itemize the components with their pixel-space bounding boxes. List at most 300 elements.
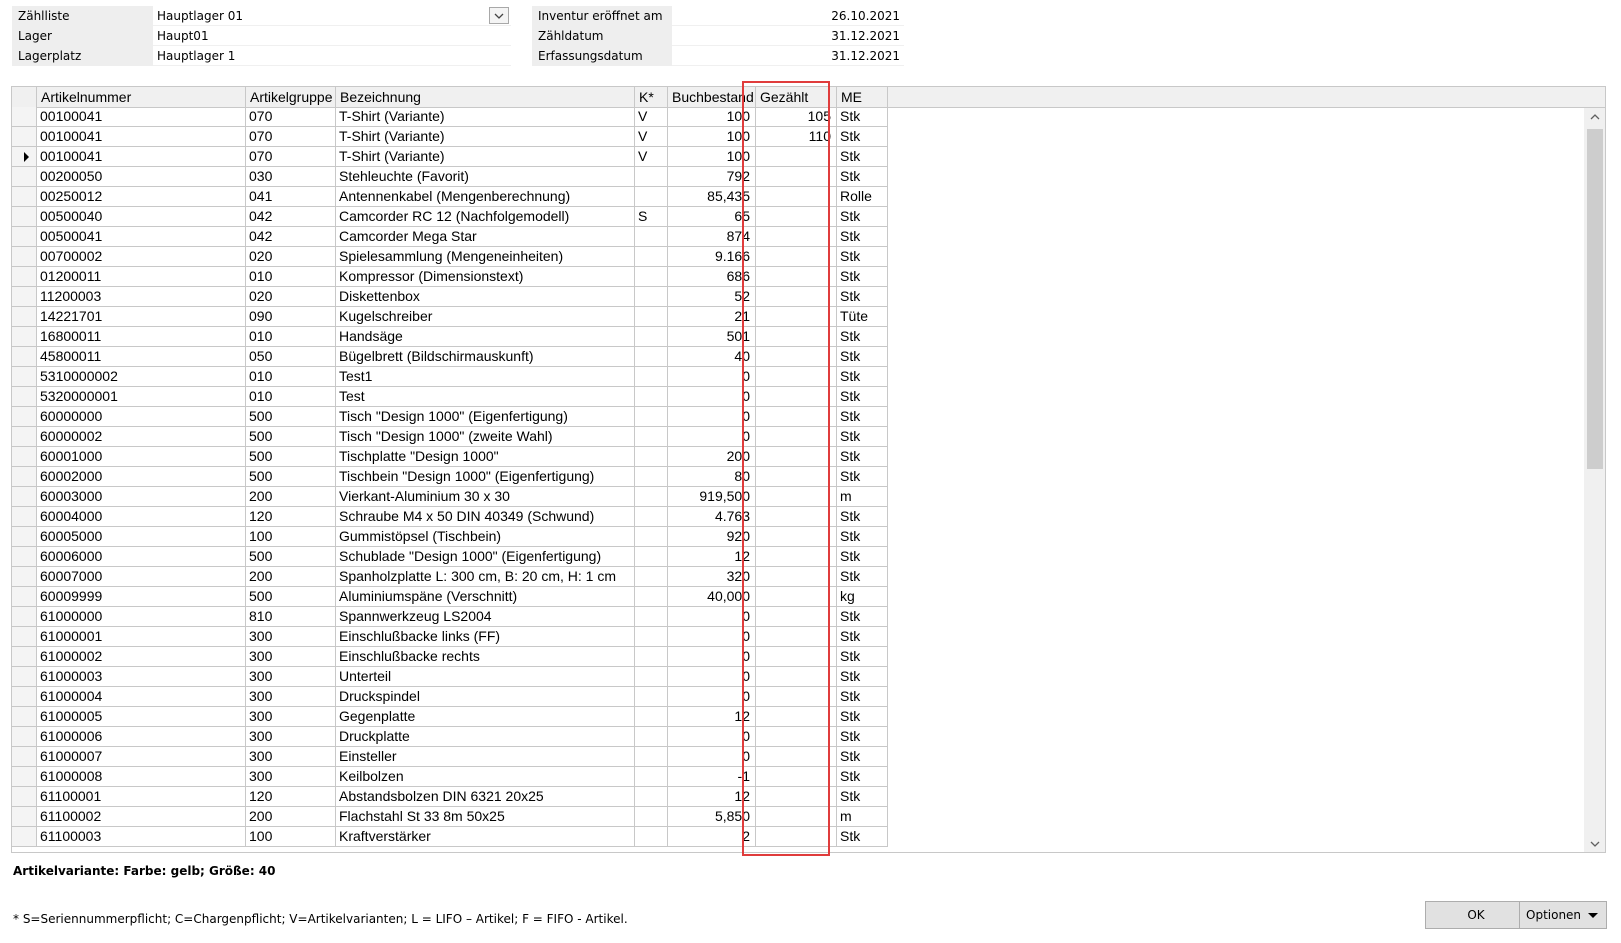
cell-buchbestand: 686 <box>668 267 756 287</box>
cell-artikelgruppe: 300 <box>246 747 336 767</box>
cell-gezaehlt[interactable]: 110 <box>756 127 837 147</box>
zaehldatum-row <box>532 26 904 46</box>
zaehlliste-row <box>12 6 511 26</box>
table-row[interactable] <box>12 227 888 247</box>
cell-bezeichnung: Tisch "Design 1000" (Eigenfertigung) <box>336 407 635 427</box>
row-selector[interactable] <box>12 727 37 747</box>
table-row[interactable] <box>12 627 888 647</box>
cell-me: Stk <box>837 707 888 727</box>
row-selector[interactable] <box>12 147 37 167</box>
cell-gezaehlt[interactable] <box>756 507 837 527</box>
table-row[interactable] <box>12 407 888 427</box>
inventur-eroeffnet-label: Inventur eröffnet am <box>532 6 672 26</box>
cell-artikelgruppe: 300 <box>246 667 336 687</box>
cell-k-flag <box>635 607 668 627</box>
table-row[interactable] <box>12 787 888 807</box>
cell-artikelnummer: 61000002 <box>37 647 246 667</box>
cell-artikelgruppe: 090 <box>246 307 336 327</box>
cell-artikelgruppe: 500 <box>246 427 336 447</box>
lagerplatz-value: Hauptlager 1 <box>153 46 511 66</box>
cell-buchbestand: -1 <box>668 767 756 787</box>
cell-artikelnummer: 00250012 <box>37 187 246 207</box>
cell-gezaehlt[interactable] <box>756 167 837 187</box>
cell-artikelnummer: 60002000 <box>37 467 246 487</box>
row-selector[interactable] <box>12 287 37 307</box>
cell-bezeichnung: Antennenkabel (Mengenberechnung) <box>336 187 635 207</box>
cell-artikelgruppe: 120 <box>246 787 336 807</box>
cell-k-flag <box>635 567 668 587</box>
row-selector[interactable] <box>12 547 37 567</box>
cell-artikelnummer: 61000003 <box>37 667 246 687</box>
cell-bezeichnung: Gummistöpsel (Tischbein) <box>336 527 635 547</box>
cell-artikelnummer: 60009999 <box>37 587 246 607</box>
cell-me: Stk <box>837 667 888 687</box>
cell-gezaehlt[interactable] <box>756 527 837 547</box>
cell-bezeichnung: Kraftverstärker <box>336 827 635 847</box>
cell-me: Rolle <box>837 187 888 207</box>
row-selector[interactable] <box>12 307 37 327</box>
column-header-bezeichnung[interactable]: Bezeichnung <box>336 87 635 107</box>
cell-buchbestand: 320 <box>668 567 756 587</box>
row-selector[interactable] <box>12 167 37 187</box>
cell-bezeichnung: Flachstahl St 33 8m 50x25 <box>336 807 635 827</box>
row-selector[interactable] <box>12 707 37 727</box>
options-button[interactable] <box>1519 901 1607 929</box>
cell-bezeichnung: Aluminiumspäne (Verschnitt) <box>336 587 635 607</box>
cell-k-flag <box>635 627 668 647</box>
cell-artikelnummer: 60003000 <box>37 487 246 507</box>
cell-artikelgruppe: 200 <box>246 487 336 507</box>
cell-buchbestand: 0 <box>668 667 756 687</box>
cell-artikelnummer: 45800011 <box>37 347 246 367</box>
cell-artikelnummer: 5320000001 <box>37 387 246 407</box>
cell-me: Stk <box>837 267 888 287</box>
cell-k-flag <box>635 747 668 767</box>
cell-k-flag <box>635 347 668 367</box>
zaehlliste-select[interactable] <box>153 6 511 26</box>
cell-artikelnummer: 60006000 <box>37 547 246 567</box>
cell-gezaehlt[interactable] <box>756 547 837 567</box>
row-selector[interactable] <box>12 227 37 247</box>
inventur-eroeffnet-value: 26.10.2021 <box>672 6 904 26</box>
table-row[interactable] <box>12 747 888 767</box>
cell-buchbestand: 0 <box>668 687 756 707</box>
cell-k-flag <box>635 547 668 567</box>
cell-buchbestand: 100 <box>668 147 756 167</box>
row-selector[interactable] <box>12 567 37 587</box>
row-selector[interactable] <box>12 607 37 627</box>
cell-gezaehlt[interactable] <box>756 307 837 327</box>
cell-bezeichnung: Einschlußbacke rechts <box>336 647 635 667</box>
cell-k-flag <box>635 427 668 447</box>
table-row[interactable] <box>12 427 888 447</box>
table-row[interactable] <box>12 467 888 487</box>
table-row[interactable] <box>12 287 888 307</box>
cell-buchbestand: 792 <box>668 167 756 187</box>
cell-gezaehlt[interactable] <box>756 387 837 407</box>
cell-me: Stk <box>837 227 888 247</box>
table-row[interactable] <box>12 707 888 727</box>
row-selector[interactable] <box>12 447 37 467</box>
cell-k-flag <box>635 767 668 787</box>
cell-bezeichnung: Diskettenbox <box>336 287 635 307</box>
cell-gezaehlt[interactable] <box>756 787 837 807</box>
table-row[interactable] <box>12 307 888 327</box>
ok-button[interactable] <box>1425 901 1527 929</box>
cell-gezaehlt[interactable] <box>756 587 837 607</box>
cell-me: Stk <box>837 427 888 447</box>
cell-me: kg <box>837 587 888 607</box>
cell-me: Stk <box>837 567 888 587</box>
cell-buchbestand: 0 <box>668 747 756 767</box>
cell-artikelgruppe: 020 <box>246 247 336 267</box>
cell-k-flag <box>635 407 668 427</box>
zaehlliste-label: Zählliste <box>12 6 153 26</box>
cell-artikelnummer: 61100003 <box>37 827 246 847</box>
cell-artikelnummer: 5310000002 <box>37 367 246 387</box>
cell-me: Stk <box>837 127 888 147</box>
cell-artikelgruppe: 500 <box>246 547 336 567</box>
table-row[interactable] <box>12 327 888 347</box>
cell-artikelgruppe: 020 <box>246 287 336 307</box>
cell-buchbestand: 40 <box>668 347 756 367</box>
table-row[interactable] <box>12 687 888 707</box>
table-row[interactable] <box>12 647 888 667</box>
table-row[interactable] <box>12 207 888 227</box>
zaehldatum-field[interactable]: 31.12.2021 <box>672 26 904 46</box>
cell-gezaehlt[interactable] <box>756 567 837 587</box>
cell-bezeichnung: Spanholzplatte L: 300 cm, B: 20 cm, H: 1 cm <box>336 567 635 587</box>
cell-buchbestand: 9.166 <box>668 247 756 267</box>
cell-artikelgruppe: 500 <box>246 467 336 487</box>
row-selector[interactable] <box>12 827 37 847</box>
cell-buchbestand: 0 <box>668 407 756 427</box>
row-selector[interactable] <box>12 427 37 447</box>
table-row[interactable] <box>12 507 888 527</box>
options-button-label: Optionen <box>1526 908 1582 922</box>
cell-k-flag <box>635 527 668 547</box>
cell-artikelnummer: 61100002 <box>37 807 246 827</box>
cell-me: Stk <box>837 607 888 627</box>
cell-k-flag <box>635 667 668 687</box>
cell-artikelgruppe: 010 <box>246 267 336 287</box>
cell-artikelnummer: 61000001 <box>37 627 246 647</box>
cell-gezaehlt[interactable] <box>756 287 837 307</box>
cell-me: Stk <box>837 507 888 527</box>
cell-artikelnummer: 61000004 <box>37 687 246 707</box>
cell-artikelgruppe: 030 <box>246 167 336 187</box>
cell-me: Stk <box>837 447 888 467</box>
cell-artikelnummer: 00100041 <box>37 147 246 167</box>
table-row[interactable] <box>12 567 888 587</box>
cell-artikelnummer: 11200003 <box>37 287 246 307</box>
cell-gezaehlt[interactable] <box>756 187 837 207</box>
cell-gezaehlt[interactable] <box>756 687 837 707</box>
cell-artikelgruppe: 100 <box>246 827 336 847</box>
cell-buchbestand: 80 <box>668 467 756 487</box>
table-row[interactable] <box>12 527 888 547</box>
cell-k-flag <box>635 187 668 207</box>
cell-me: Stk <box>837 647 888 667</box>
cell-artikelgruppe: 500 <box>246 447 336 467</box>
row-selector[interactable] <box>12 347 37 367</box>
cell-me: Stk <box>837 167 888 187</box>
cell-k-flag <box>635 247 668 267</box>
cell-bezeichnung: Druckplatte <box>336 727 635 747</box>
cell-bezeichnung: Gegenplatte <box>336 707 635 727</box>
scroll-down-icon[interactable] <box>1584 835 1605 853</box>
cell-gezaehlt[interactable] <box>756 727 837 747</box>
cell-me: m <box>837 487 888 507</box>
cell-k-flag <box>635 387 668 407</box>
cell-me: Stk <box>837 827 888 847</box>
cell-me: Stk <box>837 547 888 567</box>
cell-artikelgruppe: 200 <box>246 567 336 587</box>
row-selector[interactable] <box>12 407 37 427</box>
table-row[interactable] <box>12 607 888 627</box>
cell-gezaehlt[interactable] <box>756 367 837 387</box>
table-row[interactable] <box>12 247 888 267</box>
cell-artikelnummer: 60004000 <box>37 507 246 527</box>
row-pointer-icon <box>24 152 29 162</box>
cell-buchbestand: 0 <box>668 727 756 747</box>
row-selector[interactable] <box>12 627 37 647</box>
cell-me: Stk <box>837 107 888 127</box>
cell-gezaehlt[interactable] <box>756 347 837 367</box>
cell-gezaehlt[interactable] <box>756 267 837 287</box>
cell-gezaehlt[interactable] <box>756 747 837 767</box>
header-corner <box>12 87 37 107</box>
row-selector[interactable] <box>12 767 37 787</box>
cell-me: Stk <box>837 687 888 707</box>
erfassungsdatum-label: Erfassungsdatum <box>532 46 672 66</box>
row-selector[interactable] <box>12 527 37 547</box>
cell-k-flag <box>635 827 668 847</box>
cell-artikelgruppe: 300 <box>246 727 336 747</box>
cell-bezeichnung: Bügelbrett (Bildschirmauskunft) <box>336 347 635 367</box>
row-selector[interactable] <box>12 247 37 267</box>
row-selector[interactable] <box>12 207 37 227</box>
table-row[interactable] <box>12 807 888 827</box>
cell-gezaehlt[interactable]: 105 <box>756 107 837 127</box>
inventory-grid[interactable] <box>11 86 1606 853</box>
table-row[interactable] <box>12 827 888 847</box>
cell-bezeichnung: Spielesammlung (Mengeneinheiten) <box>336 247 635 267</box>
cell-me: Stk <box>837 247 888 267</box>
cell-bezeichnung: T-Shirt (Variante) <box>336 127 635 147</box>
cell-gezaehlt[interactable] <box>756 667 837 687</box>
cell-buchbestand: 4.763 <box>668 507 756 527</box>
table-row[interactable] <box>12 267 888 287</box>
lager-row <box>12 26 511 46</box>
table-row[interactable] <box>12 107 888 127</box>
table-row[interactable] <box>12 187 888 207</box>
column-header-gezaehlt[interactable]: Gezählt <box>756 87 837 107</box>
cell-buchbestand: 0 <box>668 647 756 667</box>
cell-bezeichnung: Kugelschreiber <box>336 307 635 327</box>
cell-gezaehlt[interactable] <box>756 467 837 487</box>
cell-artikelnummer: 61000005 <box>37 707 246 727</box>
cell-gezaehlt[interactable] <box>756 607 837 627</box>
cell-gezaehlt[interactable] <box>756 227 837 247</box>
cell-gezaehlt[interactable] <box>756 767 837 787</box>
table-row[interactable] <box>12 347 888 367</box>
erfassungsdatum-field[interactable]: 31.12.2021 <box>672 46 904 66</box>
cell-gezaehlt[interactable] <box>756 827 837 847</box>
cell-k-flag <box>635 727 668 747</box>
cell-buchbestand: 0 <box>668 607 756 627</box>
zaehlliste-value: Hauptlager 01 <box>157 9 244 23</box>
cell-buchbestand: 0 <box>668 367 756 387</box>
cell-bezeichnung: Camcorder Mega Star <box>336 227 635 247</box>
cell-k-flag <box>635 287 668 307</box>
column-header-artikelgruppe[interactable]: Artikelgruppe <box>246 87 336 107</box>
caret-down-icon[interactable] <box>1588 913 1598 918</box>
cell-artikelnummer: 61000000 <box>37 607 246 627</box>
cell-artikelnummer: 61000007 <box>37 747 246 767</box>
cell-gezaehlt[interactable] <box>756 627 837 647</box>
cell-artikelnummer: 60000002 <box>37 427 246 447</box>
cell-bezeichnung: Handsäge <box>336 327 635 347</box>
cell-buchbestand: 100 <box>668 127 756 147</box>
cell-gezaehlt[interactable] <box>756 327 837 347</box>
vertical-scrollbar[interactable] <box>1584 108 1605 853</box>
cell-gezaehlt[interactable] <box>756 147 837 167</box>
row-selector[interactable] <box>12 467 37 487</box>
row-selector[interactable] <box>12 327 37 347</box>
legend-footnote: * S=Seriennummerpflicht; C=Chargenpflicht; V=Artikelvarianten; L = LIFO – Artikel; F = FIFO - Artikel. <box>13 912 628 926</box>
lager-value: Haupt01 <box>153 26 511 46</box>
table-row[interactable] <box>12 167 888 187</box>
grid-header <box>12 87 1605 108</box>
table-row[interactable] <box>12 667 888 687</box>
cell-artikelgruppe: 070 <box>246 127 336 147</box>
table-row[interactable] <box>12 587 888 607</box>
cell-buchbestand: 12 <box>668 787 756 807</box>
cell-bezeichnung: Camcorder RC 12 (Nachfolgemodell) <box>336 207 635 227</box>
cell-artikelnummer: 00100041 <box>37 127 246 147</box>
cell-artikelnummer: 61000006 <box>37 727 246 747</box>
table-row[interactable] <box>12 127 888 147</box>
cell-artikelnummer: 01200011 <box>37 267 246 287</box>
cell-buchbestand: 2 <box>668 827 756 847</box>
cell-buchbestand: 0 <box>668 387 756 407</box>
row-selector[interactable] <box>12 487 37 507</box>
cell-k-flag <box>635 687 668 707</box>
zaehldatum-label: Zähldatum <box>532 26 672 46</box>
header-left-panel <box>12 6 511 66</box>
cell-buchbestand: 874 <box>668 227 756 247</box>
cell-artikelnummer: 60001000 <box>37 447 246 467</box>
cell-artikelnummer: 00200050 <box>37 167 246 187</box>
row-selector[interactable] <box>12 507 37 527</box>
cell-gezaehlt[interactable] <box>756 807 837 827</box>
cell-artikelgruppe: 200 <box>246 807 336 827</box>
cell-buchbestand: 919,500 <box>668 487 756 507</box>
row-selector[interactable] <box>12 747 37 767</box>
table-row[interactable] <box>12 487 888 507</box>
cell-gezaehlt[interactable] <box>756 207 837 227</box>
table-row[interactable] <box>12 547 888 567</box>
cell-me: Stk <box>837 787 888 807</box>
cell-artikelgruppe: 500 <box>246 587 336 607</box>
table-row[interactable] <box>12 767 888 787</box>
cell-buchbestand: 100 <box>668 107 756 127</box>
cell-buchbestand: 12 <box>668 707 756 727</box>
row-selector[interactable] <box>12 107 37 127</box>
column-header-me[interactable]: ME <box>837 87 888 107</box>
row-selector[interactable] <box>12 187 37 207</box>
table-row[interactable] <box>12 367 888 387</box>
row-selector[interactable] <box>12 267 37 287</box>
cell-bezeichnung: Vierkant-Aluminium 30 x 30 <box>336 487 635 507</box>
cell-bezeichnung: Einsteller <box>336 747 635 767</box>
zaehlliste-dropdown-button[interactable] <box>489 7 509 24</box>
cell-bezeichnung: Spannwerkzeug LS2004 <box>336 607 635 627</box>
cell-artikelgruppe: 300 <box>246 767 336 787</box>
column-header-k-flag[interactable]: K* <box>635 87 668 107</box>
column-header-buchbestand[interactable]: Buchbestand <box>668 87 756 107</box>
cell-k-flag <box>635 587 668 607</box>
row-selector[interactable] <box>12 647 37 667</box>
table-row[interactable] <box>12 147 888 167</box>
cell-k-flag <box>635 307 668 327</box>
scroll-up-icon[interactable] <box>1584 108 1605 126</box>
cell-artikelgruppe: 010 <box>246 387 336 407</box>
scrollbar-thumb[interactable] <box>1587 129 1603 469</box>
cell-k-flag <box>635 467 668 487</box>
cell-buchbestand: 0 <box>668 627 756 647</box>
row-selector[interactable] <box>12 367 37 387</box>
table-row[interactable] <box>12 447 888 467</box>
cell-k-flag: V <box>635 107 668 127</box>
cell-gezaehlt[interactable] <box>756 247 837 267</box>
cell-bezeichnung: Unterteil <box>336 667 635 687</box>
cell-me: Stk <box>837 287 888 307</box>
row-selector[interactable] <box>12 667 37 687</box>
row-selector[interactable] <box>12 687 37 707</box>
cell-gezaehlt[interactable] <box>756 407 837 427</box>
cell-me: Stk <box>837 747 888 767</box>
column-header-artikelnummer[interactable]: Artikelnummer <box>37 87 246 107</box>
cell-k-flag <box>635 507 668 527</box>
cell-me: Tüte <box>837 307 888 327</box>
cell-artikelgruppe: 300 <box>246 707 336 727</box>
cell-gezaehlt[interactable] <box>756 427 837 447</box>
cell-bezeichnung: Kompressor (Dimensionstext) <box>336 267 635 287</box>
lagerplatz-row <box>12 46 511 66</box>
cell-gezaehlt[interactable] <box>756 647 837 667</box>
cell-artikelnummer: 60000000 <box>37 407 246 427</box>
row-selector[interactable] <box>12 807 37 827</box>
cell-gezaehlt[interactable] <box>756 487 837 507</box>
table-row[interactable] <box>12 387 888 407</box>
row-selector[interactable] <box>12 587 37 607</box>
table-row[interactable] <box>12 727 888 747</box>
cell-k-flag <box>635 327 668 347</box>
cell-me: Stk <box>837 367 888 387</box>
cell-me: Stk <box>837 527 888 547</box>
row-selector[interactable] <box>12 387 37 407</box>
cell-bezeichnung: Druckspindel <box>336 687 635 707</box>
row-selector[interactable] <box>12 127 37 147</box>
cell-k-flag <box>635 167 668 187</box>
cell-bezeichnung: Stehleuchte (Favorit) <box>336 167 635 187</box>
cell-gezaehlt[interactable] <box>756 707 837 727</box>
cell-gezaehlt[interactable] <box>756 447 837 467</box>
row-selector[interactable] <box>12 787 37 807</box>
cell-me: Stk <box>837 767 888 787</box>
